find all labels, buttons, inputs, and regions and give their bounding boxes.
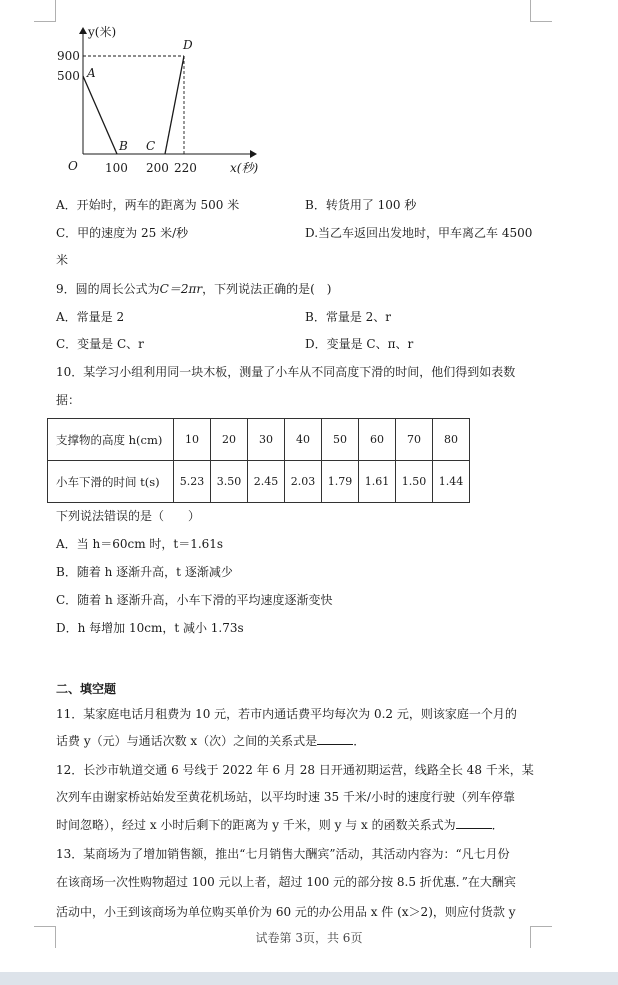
q12-answer-blank[interactable] xyxy=(456,817,492,829)
table-cell: 3.50 xyxy=(211,461,248,503)
table-cell: 1.50 xyxy=(396,461,433,503)
q9-option-c: C．变量是 C、r xyxy=(56,337,144,351)
table-cell: 80 xyxy=(433,419,470,461)
x-axis-label: x(秒) xyxy=(230,161,259,175)
q9-stem-text: 9．圆的周长公式为 xyxy=(56,282,160,296)
q10-option-d: D．h 每增加 10cm，t 减小 1.73s xyxy=(56,621,244,635)
table-cell: 60 xyxy=(359,419,396,461)
table-cell: 1.44 xyxy=(433,461,470,503)
q8-option-b: B．转货用了 100 秒 xyxy=(305,198,417,212)
q12-line3-text: 时间忽略），经过 x 小时后剩下的距离为 y 千米，则 y 与 x 的函数关系式为 xyxy=(56,818,456,832)
q10-stem-line2: 据： xyxy=(56,393,81,407)
q9-stem xyxy=(56,281,331,297)
q9-stem-tail: ，下列说法正确的是( ) xyxy=(202,282,332,296)
crop-mark-top-left xyxy=(34,0,56,22)
q13-line2: 在该商场一次性购物超过 100 元以上者，超过 100 元的部分按 8.5 折优惠．”在大酬宾 xyxy=(56,875,516,889)
point-label-d: D xyxy=(183,38,193,52)
y-tick-900: 900 xyxy=(57,49,80,63)
q11-line2 xyxy=(56,733,365,749)
table-cell: 2.03 xyxy=(285,461,322,503)
table-cell: 1.61 xyxy=(359,461,396,503)
q9-option-a: A．常量是 2 xyxy=(56,310,125,324)
q12-line1: 12．长沙市轨道交通 6 号线于 2022 年 6 月 28 日开通初期运营，线路全长 48 千米，某 xyxy=(56,763,534,777)
crop-mark-top-right xyxy=(530,0,552,22)
q11-line2-end: ． xyxy=(353,734,366,748)
q8-option-c: C．甲的速度为 25 米/秒 xyxy=(56,226,189,240)
table-cell: 70 xyxy=(396,419,433,461)
q11-answer-blank[interactable] xyxy=(317,733,353,745)
point-label-a: A xyxy=(87,66,96,80)
table-cell: 5.23 xyxy=(174,461,211,503)
q10-stem-line1: 10．某学习小组利用同一块木板，测量了小车从不同高度下滑的时间，他们得到如表数 xyxy=(56,365,516,379)
q10-option-c: C．随着 h 逐渐升高，小车下滑的平均速度逐渐变快 xyxy=(56,593,333,607)
q12-line3-end: ． xyxy=(491,818,504,832)
x-tick-100: 100 xyxy=(105,161,128,175)
table-cell: 10 xyxy=(174,419,211,461)
table-cell: 50 xyxy=(322,419,359,461)
q13-line3: 活动中，小王到该商场为单位购买单价为 60 元的办公用品 x 件 (x＞2)，则应付货款 y xyxy=(56,905,516,919)
table-row xyxy=(48,461,470,503)
height-time-table xyxy=(47,418,470,503)
q9-option-d: D．变量是 C、π、r xyxy=(305,337,414,351)
y-axis-label: y(米) xyxy=(88,25,117,39)
segment-c-d xyxy=(165,56,184,154)
table-cell: 2.45 xyxy=(248,461,285,503)
table-cell: 40 xyxy=(285,419,322,461)
q11-line1: 11．某家庭电话月租费为 10 元，若市内通话费平均每次为 0.2 元，则该家庭一个月的 xyxy=(56,707,517,721)
x-tick-200: 200 xyxy=(146,161,169,175)
q10-option-b: B．随着 h 逐渐升高，t 逐渐减少 xyxy=(56,565,233,579)
q10-option-a: A．当 h＝60cm 时，t＝1.61s xyxy=(56,537,224,551)
origin-label: O xyxy=(68,159,78,173)
q11-line2-text: 话费 y（元）与通话次数 x（次）之间的关系式是 xyxy=(56,734,318,748)
q10-question: 下列说法错误的是（ ） xyxy=(56,509,201,523)
table-cell: 30 xyxy=(248,419,285,461)
table-row2-header: 小车下滑的时间 t(s) xyxy=(48,461,174,503)
table-row xyxy=(48,419,470,461)
y-tick-500: 500 xyxy=(57,69,80,83)
window-bottom-bar xyxy=(0,972,618,985)
q8-option-d-cont: 米 xyxy=(56,253,69,267)
q9-formula: C＝2πr xyxy=(159,282,203,296)
point-label-b: B xyxy=(119,139,128,153)
q8-option-a: A．开始时，两车的距离为 500 米 xyxy=(56,198,240,212)
point-label-c: C xyxy=(146,139,156,153)
section-title: 二、填空题 xyxy=(56,682,117,696)
page-footer: 试卷第 3页，共 6页 xyxy=(255,931,363,945)
segment-a-b xyxy=(83,76,117,154)
q12-line3 xyxy=(56,817,504,833)
table-cell: 1.79 xyxy=(322,461,359,503)
table-row1-header: 支撑物的高度 h(cm) xyxy=(48,419,174,461)
q9-option-b: B．常量是 2、r xyxy=(305,310,392,324)
distance-time-graph xyxy=(50,22,270,184)
q12-line2: 次列车由谢家桥站始发至黄花机场站，以平均时速 35 千米/小时的速度行驶（列车停靠 xyxy=(56,790,515,804)
x-tick-220: 220 xyxy=(174,161,197,175)
q8-option-d: D.当乙车返回出发地时，甲车离乙车 4500 xyxy=(305,226,533,240)
q13-line1: 13．某商场为了增加销售额，推出“七月销售大酬宾”活动，其活动内容为：“凡七月份 xyxy=(56,847,510,861)
table-cell: 20 xyxy=(211,419,248,461)
